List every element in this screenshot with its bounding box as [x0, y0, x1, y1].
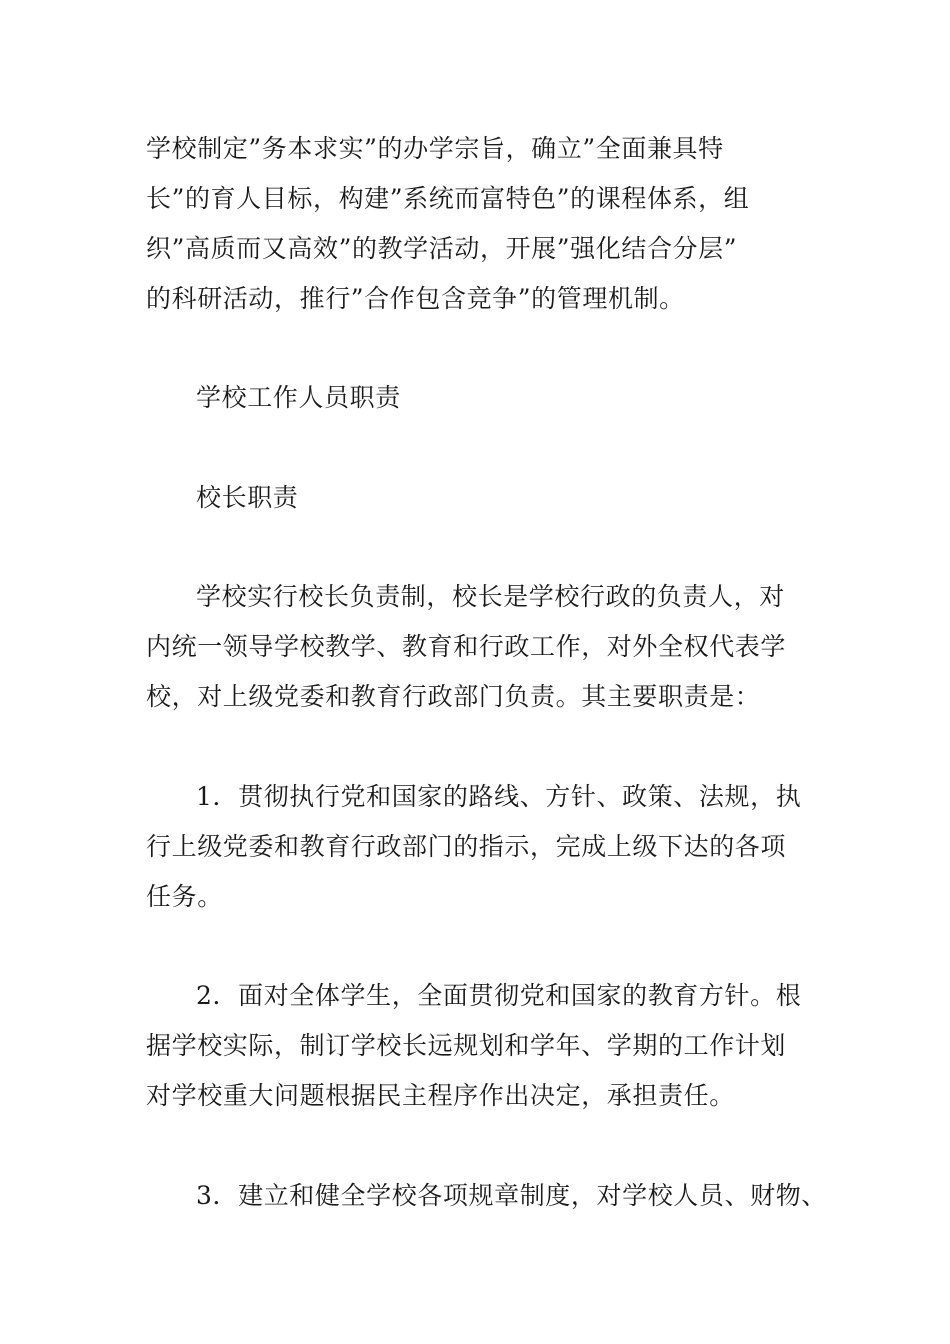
section-heading: 学校工作人员职责	[196, 383, 401, 412]
text-line: 学校实行校长负责制，校长是学校行政的负责人，对	[196, 582, 785, 611]
text-line: 对学校重大问题根据民主程序作出决定，承担责任。	[146, 1081, 735, 1110]
text-line: 3．建立和健全学校各项规章制度，对学校人员、财物、	[196, 1181, 827, 1210]
text-line: 任务。	[146, 882, 223, 911]
text-line: 行上级党委和教育行政部门的指示，完成上级下达的各项	[146, 832, 787, 861]
text-line: 1．贯彻执行党和国家的路线、方针、政策、法规，执	[196, 782, 802, 811]
text-line: 织”高质而又高效”的教学活动，开展”强化结合分层”	[146, 234, 738, 263]
text-line: 长”的育人目标，构建”系统而富特色”的课程体系，组	[146, 184, 750, 213]
text-line: 学校制定”务本求实”的办学宗旨，确立”全面兼具特	[146, 134, 724, 163]
text-line: 内统一领导学校教学、教育和行政工作，对外全权代表学	[146, 632, 787, 661]
text-line: 的科研活动，推行”合作包含竞争”的管理机制。	[146, 284, 685, 313]
text-line: 校，对上级党委和教育行政部门负责。其主要职责是：	[146, 682, 761, 711]
subsection-heading: 校长职责	[196, 483, 299, 512]
text-line: 据学校实际，制订学校长远规划和学年、学期的工作计划	[146, 1031, 787, 1060]
text-line: 2．面对全体学生，全面贯彻党和国家的教育方针。根	[196, 981, 802, 1010]
